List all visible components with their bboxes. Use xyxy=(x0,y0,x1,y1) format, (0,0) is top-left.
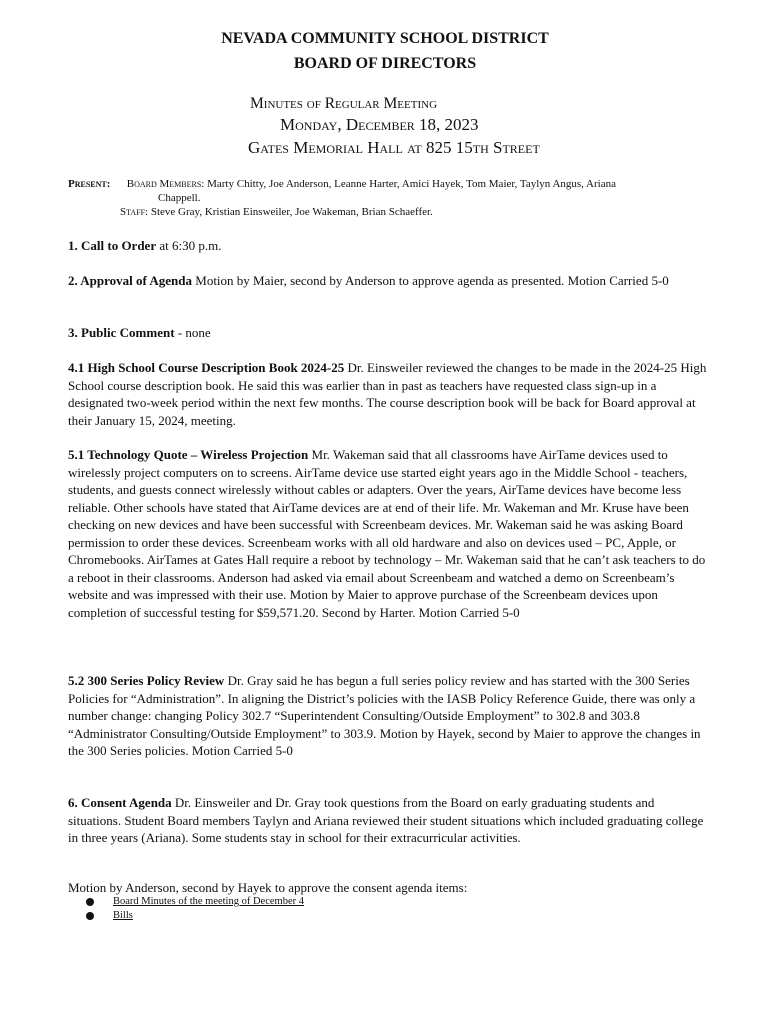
board-members-list: Marty Chitty, Joe Anderson, Leanne Harter, Amici Hayek, Tom Maier, Taylyn Angus, Ariana xyxy=(207,178,616,190)
item-public-comment xyxy=(68,324,708,342)
board-title: BOARD OF DIRECTORS xyxy=(293,55,477,72)
item-text: Dr. Einsweiler reviewed the changes to be made in the 2024-25 High School course description book. He said this was earlier than in past as teachers have requested class sign-up in a designated two-week period within the next few months. The course description book will be back for Board approval at their January 15, 2024, meeting. xyxy=(68,360,707,428)
minutes-title: Minutes of Regular Meeting xyxy=(250,95,438,112)
item-heading: 3. Public Comment xyxy=(68,325,175,340)
meeting-date: Monday, December 18, 2023 xyxy=(280,115,479,134)
list-item xyxy=(86,895,304,909)
attendance-block xyxy=(68,177,708,219)
board-members-line xyxy=(68,177,708,191)
board-minutes-link[interactable]: Board Minutes of the meeting of December 4 xyxy=(113,896,304,907)
consent-items-list xyxy=(86,895,304,923)
item-text: Dr. Einsweiler and Dr. Gray took questions from the Board on early graduating students and situations. Student Board members Taylyn and Ariana reviewed their student situations which included graduating college in three years (Ariana). Some students stay in school for their extracurricular activities. xyxy=(68,795,704,845)
item-text: Motion by Maier, second by Anderson to approve agenda as presented. Motion Carried 5-0 xyxy=(192,273,669,288)
item-text: - none xyxy=(174,325,211,340)
bills-link[interactable]: Bills xyxy=(113,910,133,921)
meeting-location: Gates Memorial Hall at 825 15th Street xyxy=(248,138,540,157)
consent-motion: Motion by Anderson, second by Hayek to approve the consent agenda items: xyxy=(68,880,468,895)
item-heading: 5.1 Technology Quote – Wireless Projection xyxy=(68,447,309,462)
item-heading: 2. Approval of Agenda xyxy=(68,273,193,288)
item-technology-quote xyxy=(68,446,708,621)
bullet-icon xyxy=(86,898,94,906)
present-label: Present: xyxy=(68,178,111,190)
board-members-label: Board Members: xyxy=(126,178,205,190)
bullet-icon xyxy=(86,912,94,920)
item-heading: 6. Consent Agenda xyxy=(68,795,172,810)
district-title: NEVADA COMMUNITY SCHOOL DISTRICT xyxy=(221,30,549,47)
item-course-description-book xyxy=(68,359,708,429)
staff-label: Staff: xyxy=(120,206,149,218)
item-consent-agenda xyxy=(68,794,708,847)
staff-list: Steve Gray, Kristian Einsweiler, Joe Wakeman, Brian Schaeffer. xyxy=(150,206,433,218)
item-approval-of-agenda xyxy=(68,272,708,290)
item-call-to-order xyxy=(68,237,708,255)
item-text: at 6:30 p.m. xyxy=(156,238,222,253)
list-item xyxy=(86,909,304,923)
item-heading: 1. Call to Order xyxy=(68,238,157,253)
item-text: Mr. Wakeman said that all classrooms have AirTame devices used to wirelessly project computers on to screens. AirTame device use started eight years ago in the Middle School - teachers, students, and guests connect wirelessly without cables or adapters. Over the years, AirTame devices have become less reliable. Other schools have stated that AirTame devices are at end of their life. Mr. Wakeman and Mr. Kruse have been checking on new devices and have been successful with Screenbeam devices. Mr. Wakeman said he was asking Board permission to order these devices. Screenbeam works with all old hardware and also on devices used – PC, Apple, or Chromebooks. AirTames at Gates Hall require a reboot by technology – Mr. Wakeman said that he can’t ask teachers to do a reboot in their classrooms. Anderson had asked via email about Screenbeam and watched a demo on Screenbeam’s website and was impressed with their use. Motion by Maier to approve purchase of the Screenbeam devices upon completion of successful testing for $59,571.20. Second by Harter. Motion Carried 5-0 xyxy=(68,447,706,620)
item-policy-review xyxy=(68,672,708,760)
item-text: Dr. Gray said he has begun a full series policy review and has started with the 300 Series Policies for “Administration”. In aligning the District’s policies with the IASB Policy Reference Guide, there was only a number change: changing Policy 302.7 “Superintendent Consulting/Outside Employment” to 302.8 and 303.8 “Administrator Consulting/Outside Employment” to 303.9. Motion by Hayek, second by Maier to approve the changes in the 300 Series policies. Motion Carried 5-0 xyxy=(68,673,701,758)
board-members-list-cont: Chappell. xyxy=(158,192,201,204)
staff-line xyxy=(68,205,708,219)
item-heading: 4.1 High School Course Description Book 2024-25 xyxy=(68,360,345,375)
item-heading: 5.2 300 Series Policy Review xyxy=(68,673,225,688)
